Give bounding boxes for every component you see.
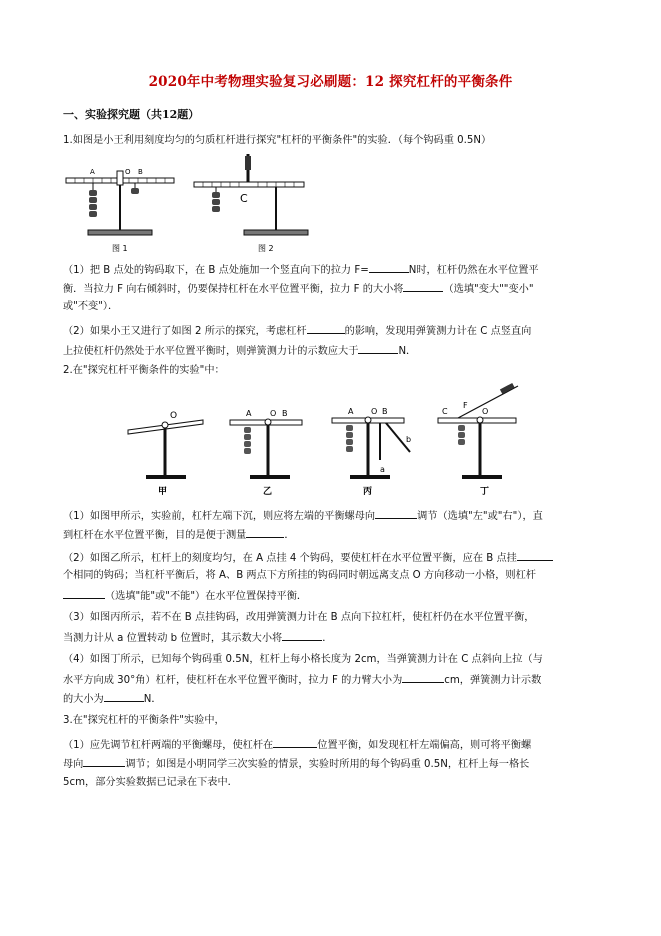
- q1-fig1-label-o: O: [125, 168, 131, 176]
- q2-part3-line1: （3）如图丙所示，若不在 B 点挂钩码，改用弹簧测力计在 B 点向下拉杠杆，使杠杆仍在水平位置平衡，: [63, 612, 535, 623]
- q2-bing-label-o: O: [371, 407, 378, 416]
- q2-stem: 2.在"探究杠杆平衡条件的实验"中：: [63, 365, 225, 376]
- q3-stem: 3.在"探究杠杆的平衡条件"实验中，: [63, 715, 225, 726]
- q1-figures: [60, 150, 310, 254]
- q1-p1-blank-force[interactable]: [369, 262, 409, 273]
- q2-bing-label-a-pos: a: [380, 465, 385, 474]
- q2-p4-blank-arm[interactable]: [402, 672, 444, 683]
- q2-p4-text-e: N．: [143, 694, 162, 705]
- q2-jia-label-o: O: [170, 411, 178, 421]
- q1-fig1-caption: 图 1: [112, 244, 128, 253]
- q2-p2-text-a: （2）如图乙所示，杠杆上的刻度均匀，在 A 点挂 4 个钩码，要使杠杆在水平位置平衡，应在 B 点挂: [63, 553, 517, 564]
- q2-p1-text-d: ．: [284, 530, 295, 541]
- q2-figure-ding: [438, 383, 518, 497]
- q2-ding-label-o: O: [482, 407, 489, 416]
- q3-p1-text-c: 母向: [63, 759, 84, 770]
- q2-caption-ding: 丁: [480, 487, 490, 497]
- q2-part1-line1: [63, 508, 543, 524]
- q3-part1-line1: [63, 737, 531, 753]
- q2-p4-text-d: 的大小为: [63, 694, 104, 705]
- q2-part1-line2: [63, 527, 295, 543]
- q1-fig2-caption: 图 2: [258, 244, 274, 253]
- q2-p4-text-c: cm，弹簧测力计示数: [444, 675, 542, 686]
- q2-yi-label-o: O: [270, 409, 277, 418]
- q1-p2-blank-factor[interactable]: [307, 323, 345, 334]
- q2-p2-blank-count[interactable]: [517, 550, 553, 561]
- q1-part1-line1: [63, 262, 539, 278]
- q2-p1-blank-measure[interactable]: [246, 527, 284, 538]
- q2-p3-blank-change[interactable]: [282, 630, 322, 641]
- q1-part2-line2: [63, 343, 416, 359]
- q1-stem: 1.如图是小王利用刻度均匀的匀质杠杆进行探究"杠杆的平衡条件"的实验．（每个钩码重 0.5N）: [63, 135, 492, 146]
- q2-part4-line1: （4）如图丁所示，已知每个钩码重 0.5N，杠杆上每小格长度为 2cm，当弹簧测力计在 C 点斜向上拉（与: [63, 654, 543, 665]
- q2-p1-blank-direction[interactable]: [375, 508, 417, 519]
- q3-p1-text-a: （1）应先调节杠杆两端的平衡螺母，使杠杆在: [63, 740, 274, 751]
- q1-part2-line1: [63, 323, 531, 339]
- page-title: 2020年中考物理实验复习必刷题：12 探究杠杆的平衡条件: [148, 74, 513, 90]
- q2-figure-jia: [128, 411, 203, 497]
- q2-p1-text-c: 到杠杆在水平位置平衡，目的是便于测量: [63, 530, 247, 541]
- q2-caption-jia: 甲: [158, 487, 168, 497]
- q2-yi-label-a: A: [246, 409, 252, 418]
- q3-p1-text-b: 位置平衡，如发现杠杆左端偏高，则可将平衡螺: [317, 740, 532, 751]
- q3-part1-line3: 5cm，部分实验数据已记录在下表中．: [63, 777, 238, 788]
- q2-ding-label-c: C: [442, 407, 448, 416]
- q2-part2-line2: 个相同的钩码；当杠杆平衡后，将 A、B 两点下方所挂的钩码同时朝远离支点 O 方向移动一小格，则杠杆: [63, 570, 536, 581]
- q3-part1-line2: [63, 756, 529, 772]
- q2-ding-label-f: F: [463, 401, 468, 410]
- q2-bing-label-a: A: [348, 407, 354, 416]
- q1-p1-text-c: 衡．当拉力 F 向右倾斜时，仍要保持杠杆在水平位置平衡，拉力 F 的大小将: [63, 284, 404, 295]
- q1-p1-blank-change[interactable]: [403, 281, 443, 292]
- q2-bing-label-b: B: [382, 407, 388, 416]
- q1-p2-text-c: 上拉使杠杆仍然处于水平位置平衡时，则弹簧测力计的示数应大于: [63, 346, 359, 357]
- q1-part1-line3: 或"不变"）．: [63, 301, 119, 312]
- q2-p3-text-c: ．: [322, 633, 333, 644]
- q2-part4-line3: [63, 691, 162, 707]
- q2-figure-bing: [332, 407, 411, 497]
- q3-p1-blank-position[interactable]: [273, 737, 317, 748]
- q2-part4-line2: [63, 672, 541, 688]
- q2-figure-yi: [230, 409, 302, 497]
- q2-part3-line2: [63, 630, 332, 646]
- q2-p3-text-b: 当测力计从 a 位置转动 b 位置时，其示数大小将: [63, 633, 283, 644]
- q1-p1-text-b: N时，杠杆仍然在水平位置平: [408, 265, 539, 276]
- q1-fig2-label-c: C: [240, 192, 248, 205]
- q1-figure-2: [194, 154, 308, 253]
- q2-part2-line1: [63, 550, 553, 566]
- q2-figures: [118, 380, 538, 498]
- q1-p2-text-b: 的影响，发现用弹簧测力计在 C 点竖直向: [344, 326, 532, 337]
- section-heading: 一、实验探究题（共12题）: [63, 108, 200, 121]
- q1-p1-text-d: （选填"变大""变小": [443, 284, 534, 295]
- q2-caption-yi: 乙: [263, 487, 273, 497]
- q2-p2-text-c: （选填"能"或"不能"）在水平位置保持平衡．: [105, 591, 308, 602]
- q1-p2-text-a: （2）如果小王又进行了如图 2 所示的探究，考虑杠杆: [63, 326, 307, 337]
- q1-figure-1: [66, 168, 174, 253]
- q1-part1-line2: [63, 281, 534, 297]
- q1-fig1-label-b: B: [138, 168, 143, 176]
- q1-p1-text-a: （1）把 B 点处的钩码取下，在 B 点处施加一个竖直向下的拉力 F=: [63, 265, 369, 276]
- q2-p4-text-b: 水平方向成 30°角）杠杆，使杠杆在水平位置平衡时，拉力 F 的力臂大小为: [63, 675, 403, 686]
- q2-p2-blank-balance[interactable]: [63, 588, 105, 599]
- q2-p4-blank-reading[interactable]: [104, 691, 144, 702]
- q2-p1-text-b: 调节（选填"左"或"右"），直: [417, 511, 543, 522]
- q1-p2-text-d: N．: [398, 346, 417, 357]
- q2-part2-line3: [63, 588, 307, 604]
- q3-p1-text-d: 调节；如图是小明同学三次实验的情景，实验时所用的每个钩码重 0.5N，杠杆上每一格长: [125, 759, 530, 770]
- q1-p2-blank-reading[interactable]: [358, 343, 398, 354]
- q2-yi-label-b: B: [282, 409, 288, 418]
- q2-bing-label-b-pos: b: [406, 435, 412, 444]
- q3-p1-blank-direction[interactable]: [83, 756, 125, 767]
- q1-fig1-label-a: A: [90, 168, 95, 176]
- q2-caption-bing: 丙: [363, 487, 373, 497]
- q2-p1-text-a: （1）如图甲所示，实验前，杠杆左端下沉，则应将左端的平衡螺母向: [63, 511, 376, 522]
